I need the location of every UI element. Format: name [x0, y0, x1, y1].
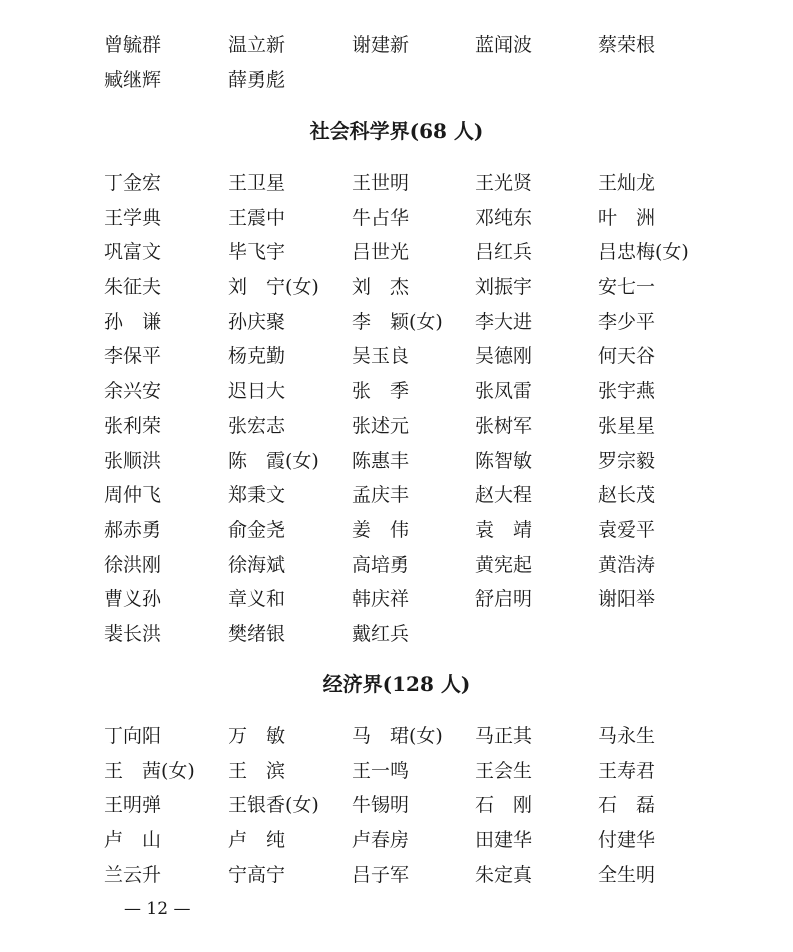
person-name: 吴德刚: [475, 345, 533, 368]
person-name: 李大进: [475, 310, 533, 333]
name-row: [104, 588, 724, 623]
person-name: 李少平: [598, 310, 656, 333]
name-row: [104, 69, 724, 104]
person-name: 薛勇彪: [228, 68, 286, 91]
person-name: 陈 霞(女): [228, 449, 319, 472]
person-name: 张顺洪: [104, 449, 162, 472]
person-name: 张宏志: [228, 414, 286, 437]
person-name: 赵长茂: [598, 484, 656, 507]
person-name: 宁高宁: [228, 863, 286, 886]
person-name: 全生明: [598, 863, 656, 886]
person-name: 朱定真: [475, 863, 533, 886]
person-name: 何天谷: [598, 345, 656, 368]
name-row: [104, 34, 724, 69]
person-name: 蔡荣根: [598, 34, 656, 56]
person-name: 王会生: [475, 759, 533, 782]
person-name: 李 颖(女): [352, 310, 443, 333]
name-grid-economy: [104, 725, 724, 898]
name-row: [104, 554, 724, 589]
person-name: 徐海斌: [228, 553, 286, 576]
person-name: 王灿龙: [598, 172, 656, 194]
person-name: 周仲飞: [104, 484, 162, 507]
person-name: 巩富文: [104, 241, 162, 264]
person-name: 张利荣: [104, 414, 162, 437]
person-name: 张星星: [598, 414, 656, 437]
person-name: 姜 伟: [352, 518, 410, 541]
person-name: 徐洪刚: [104, 553, 162, 576]
name-grid-social-science: [104, 172, 724, 658]
person-name: 臧继辉: [104, 68, 162, 91]
person-name: 兰云升: [104, 863, 162, 886]
person-name: 卢春房: [352, 829, 410, 852]
person-name: 罗宗毅: [598, 449, 656, 472]
person-name: 王 茜(女): [104, 759, 195, 782]
person-name: 马永生: [598, 725, 656, 747]
person-name: 谢阳举: [598, 588, 656, 611]
section-heading-social-science: 社会科学界(68 人): [309, 119, 484, 143]
person-name: 王 滨: [228, 759, 286, 782]
person-name: 王明弹: [104, 794, 162, 817]
person-name: 邓纯东: [475, 206, 533, 229]
person-name: 舒启明: [475, 588, 533, 611]
person-name: 王光贤: [475, 172, 533, 194]
person-name: 迟日大: [228, 380, 286, 403]
name-row: [104, 450, 724, 485]
person-name: 曾毓群: [104, 34, 162, 56]
person-name: 孙 谦: [104, 310, 162, 333]
person-name: 陈智敏: [475, 449, 533, 472]
name-row: [104, 829, 724, 864]
person-name: 张凤雷: [475, 380, 533, 403]
person-name: 张述元: [352, 414, 410, 437]
name-row: [104, 794, 724, 829]
person-name: 黄宪起: [475, 553, 533, 576]
person-name: 戴红兵: [352, 622, 410, 645]
person-name: 付建华: [598, 829, 656, 852]
person-name: 万 敏: [228, 725, 286, 747]
person-name: 丁向阳: [104, 725, 162, 747]
person-name: 王震中: [228, 206, 286, 229]
person-name: 黄浩涛: [598, 553, 656, 576]
person-name: 俞金尧: [228, 518, 286, 541]
person-name: 卢 纯: [228, 829, 286, 852]
person-name: 袁 靖: [475, 518, 533, 541]
person-name: 温立新: [228, 34, 286, 56]
name-row: [104, 415, 724, 450]
name-row: [104, 380, 724, 415]
person-name: 牛占华: [352, 206, 410, 229]
person-name: 张树军: [475, 414, 533, 437]
person-name: 丁金宏: [104, 172, 162, 194]
person-name: 吴玉良: [352, 345, 410, 368]
section-heading-economy: 经济界(128 人): [322, 672, 471, 696]
person-name: 安七一: [598, 276, 656, 299]
person-name: 郝赤勇: [104, 518, 162, 541]
person-name: 赵大程: [475, 484, 533, 507]
person-name: 卢 山: [104, 829, 162, 852]
person-name: 王学典: [104, 206, 162, 229]
name-row: [104, 345, 724, 380]
person-name: 孟庆丰: [352, 484, 410, 507]
person-name: 牛锡明: [352, 794, 410, 817]
name-row: [104, 623, 724, 658]
person-name: 张 季: [352, 380, 410, 403]
person-name: 田建华: [475, 829, 533, 852]
person-name: 叶 洲: [598, 206, 656, 229]
person-name: 王寿君: [598, 759, 656, 782]
person-name: 刘 宁(女): [228, 276, 319, 299]
name-row: [104, 276, 724, 311]
name-row: [104, 207, 724, 242]
person-name: 石 刚: [475, 794, 533, 817]
person-name: 陈惠丰: [352, 449, 410, 472]
person-name: 裴长洪: [104, 622, 162, 645]
person-name: 朱征夫: [104, 276, 162, 299]
name-row: [104, 241, 724, 276]
person-name: 袁爱平: [598, 518, 656, 541]
person-name: 谢建新: [352, 34, 410, 56]
name-grid-top: [104, 34, 724, 103]
name-row: [104, 172, 724, 207]
name-row: [104, 864, 724, 899]
page-number: — 12 —: [124, 899, 191, 919]
person-name: 刘振宇: [475, 276, 533, 299]
person-name: 石 磊: [598, 794, 656, 817]
name-row: [104, 725, 724, 760]
person-name: 王银香(女): [228, 794, 319, 817]
person-name: 樊绪银: [228, 622, 286, 645]
person-name: 郑秉文: [228, 484, 286, 507]
person-name: 王卫星: [228, 172, 286, 194]
person-name: 马 珺(女): [352, 725, 443, 747]
name-row: [104, 311, 724, 346]
person-name: 吕红兵: [475, 241, 533, 264]
person-name: 吕子军: [352, 863, 410, 886]
name-row: [104, 519, 724, 554]
person-name: 毕飞宇: [228, 241, 286, 264]
person-name: 吕世光: [352, 241, 410, 264]
person-name: 刘 杰: [352, 276, 410, 299]
person-name: 孙庆聚: [228, 310, 286, 333]
person-name: 王一鸣: [352, 759, 410, 782]
person-name: 张宇燕: [598, 380, 656, 403]
person-name: 杨克勤: [228, 345, 286, 368]
person-name: 李保平: [104, 345, 162, 368]
person-name: 余兴安: [104, 380, 162, 403]
person-name: 王世明: [352, 172, 410, 194]
person-name: 韩庆祥: [352, 588, 410, 611]
person-name: 高培勇: [352, 553, 410, 576]
name-row: [104, 484, 724, 519]
person-name: 吕忠梅(女): [598, 241, 689, 264]
person-name: 章义和: [228, 588, 286, 611]
name-row: [104, 760, 724, 795]
person-name: 蓝闻波: [475, 34, 533, 56]
person-name: 曹义孙: [104, 588, 162, 611]
person-name: 马正其: [475, 725, 533, 747]
